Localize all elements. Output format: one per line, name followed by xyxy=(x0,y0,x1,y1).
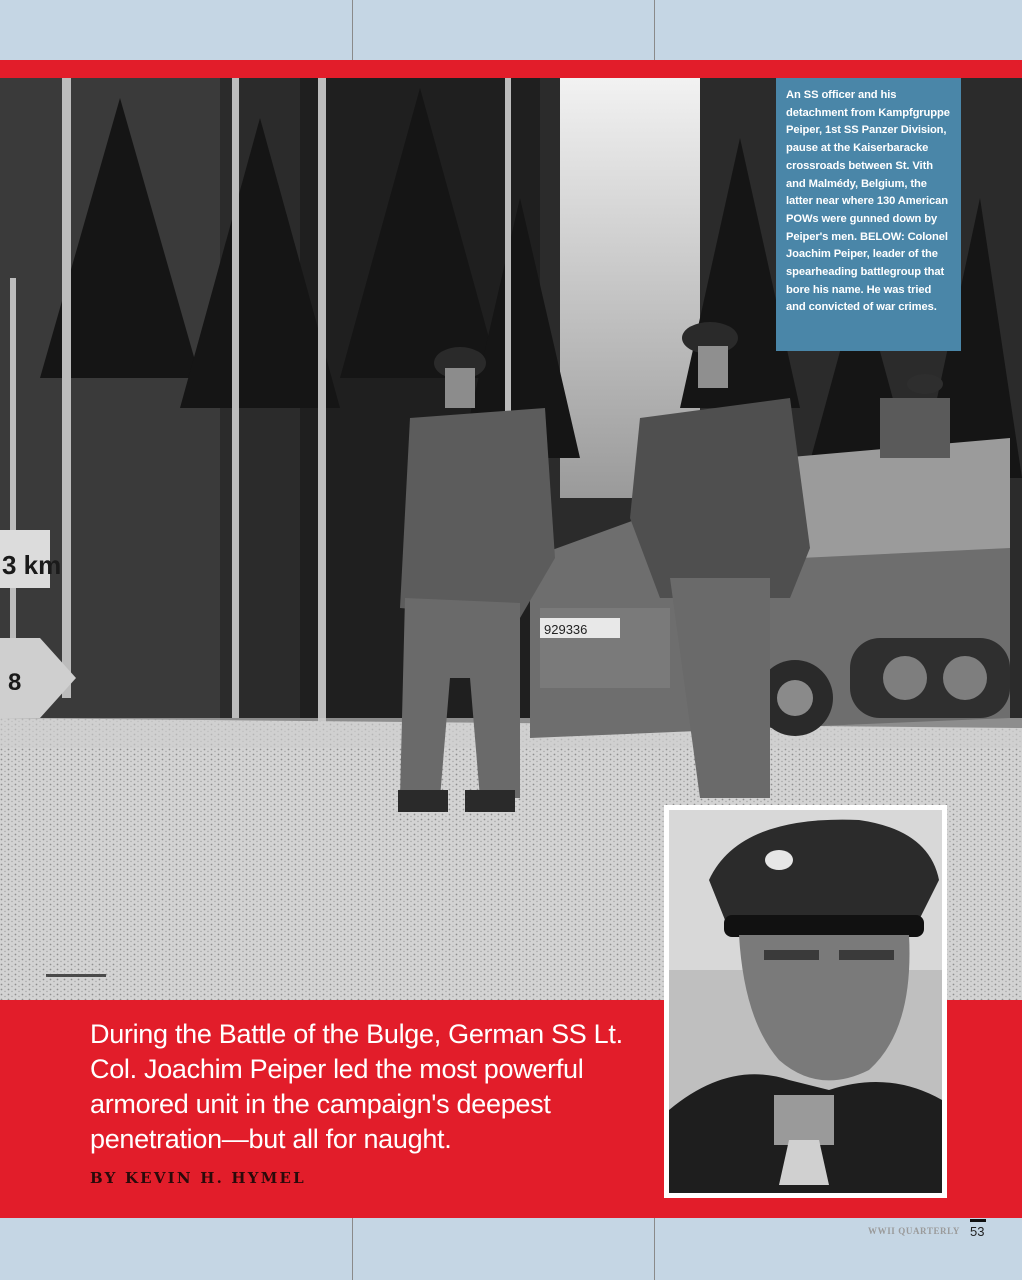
portrait-inset xyxy=(664,805,947,1198)
article-deck: During the Battle of the Bulge, German SS Lt. Col. Joachim Peiper led the most powerful armored unit in the campaign's deepest penetration—but all for naught. xyxy=(90,1019,623,1154)
column-guide-left-bottom xyxy=(352,1218,353,1280)
top-color-band xyxy=(0,0,1022,60)
portrait-photo xyxy=(669,810,942,1193)
column-guide-left xyxy=(352,0,353,60)
column-guide-right-bottom xyxy=(654,1218,655,1280)
road-sign-text-2: 8 xyxy=(8,669,22,696)
photo-caption-box xyxy=(776,78,961,351)
skull-badge-icon xyxy=(765,850,793,870)
vehicle-plate-text: 929336 xyxy=(544,622,588,637)
folio xyxy=(868,1222,985,1240)
top-red-rule xyxy=(0,60,1022,78)
photo-caption: An SS officer and his detachment from Kampfgruppe Peiper, 1st SS Panzer Division, pause at the Kaiserbaracke crossroads between St. Vith and Malmédy, Belgium, the latter near where 130 American POWs were gunned down by Peiper's men. BELOW: Colonel Joachim Peiper, leader of the spearheading battlegroup that bore his name. He was tried and convicted of war crimes. xyxy=(786,89,950,314)
magazine-name: WWII QUARTERLY xyxy=(868,1226,961,1236)
vehicle-plate xyxy=(540,618,620,638)
column-guide-right xyxy=(654,0,655,60)
article-byline: BY KEVIN H. HYMEL xyxy=(90,1169,306,1187)
page-number: 53 xyxy=(970,1224,985,1239)
road-sign-text: 3 km xyxy=(2,550,62,580)
